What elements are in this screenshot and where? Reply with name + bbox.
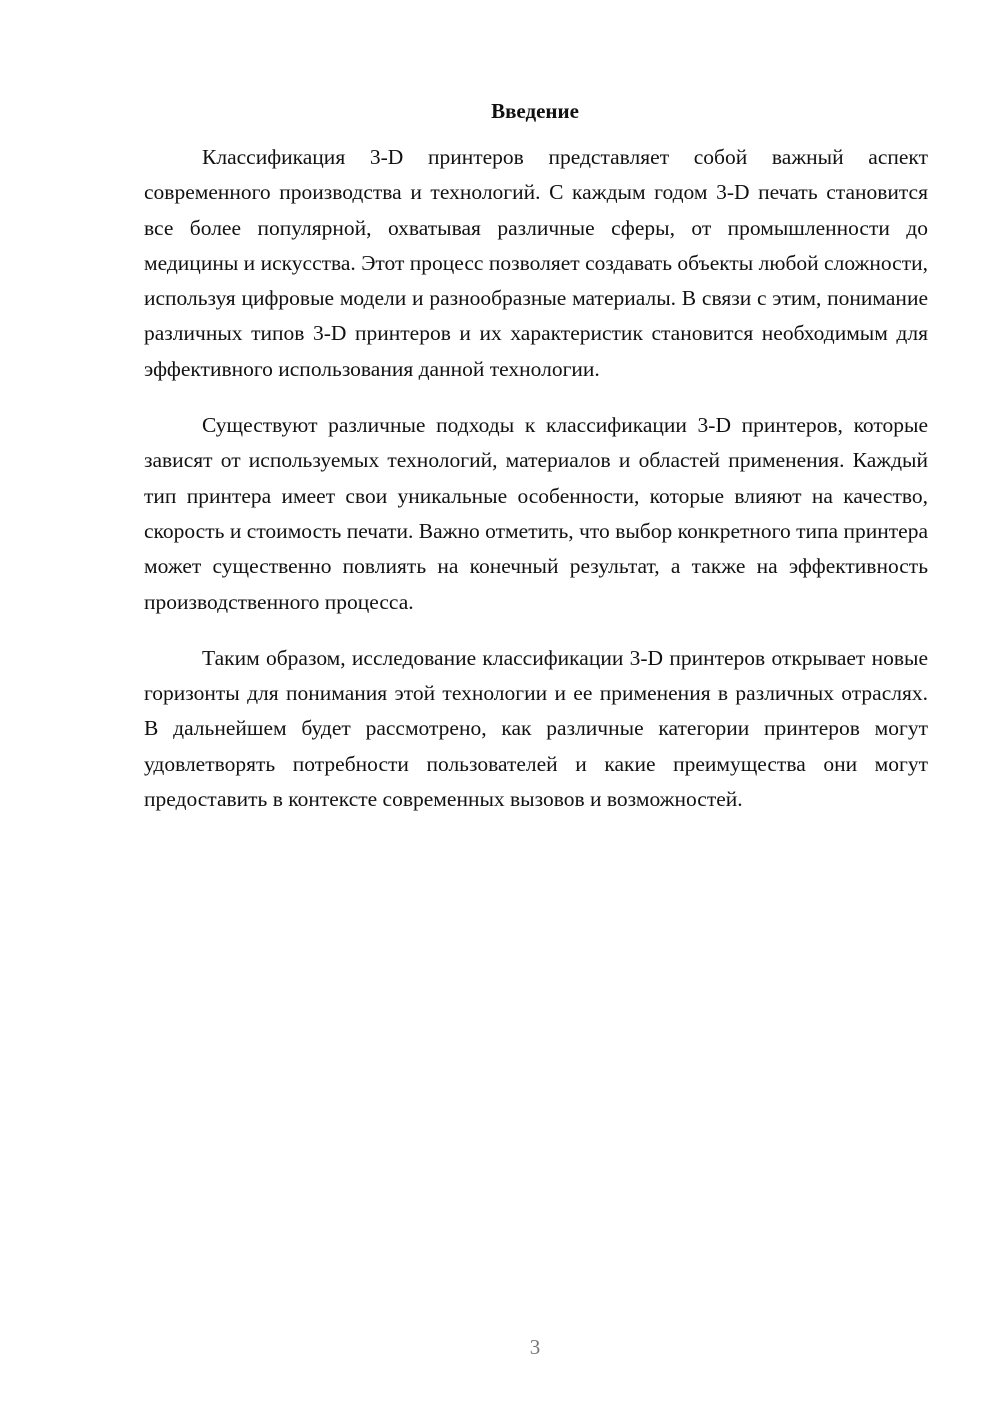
paragraph-1: Классификация 3-D принтеров представляет собой важный аспект современного производства и технологий. С каждым годом 3-D печать становится все более популярной, охватывая различные сферы, от промышленности до медицины и искусства. Этот процесс позволяет создавать объекты любой сложности, используя цифровые модели и разнообразные материалы. В связи с этим, понимание различных типов 3-D принтеров и их характеристик становится необходимым для эффективного использования данной технологии.	[144, 145, 928, 381]
paragraph-2: Существуют различные подходы к классификации 3-D принтеров, которые зависят от используемых технологий, материалов и областей применения. Каждый тип принтера имеет свои уникальные особенности, которые влияют на качество, скорость и стоимость печати. Важно отметить, что выбор конкретного типа принтера может существенно повлиять на конечный результат, а также на эффективность производственного процесса.	[144, 413, 928, 614]
section-heading: Введение	[491, 99, 579, 123]
paragraph-3: Таким образом, исследование классификации 3-D принтеров открывает новые горизонты для понимания этой технологии и ее применения в различных отраслях. В дальнейшем будет рассмотрено, как различные категории принтеров могут удовлетворять потребности пользователей и какие преимущества они могут предоставить в контексте современных вызовов и возможностей.	[144, 645, 928, 812]
page-number: 3	[529, 1335, 541, 1359]
body-text	[144, 140, 928, 838]
